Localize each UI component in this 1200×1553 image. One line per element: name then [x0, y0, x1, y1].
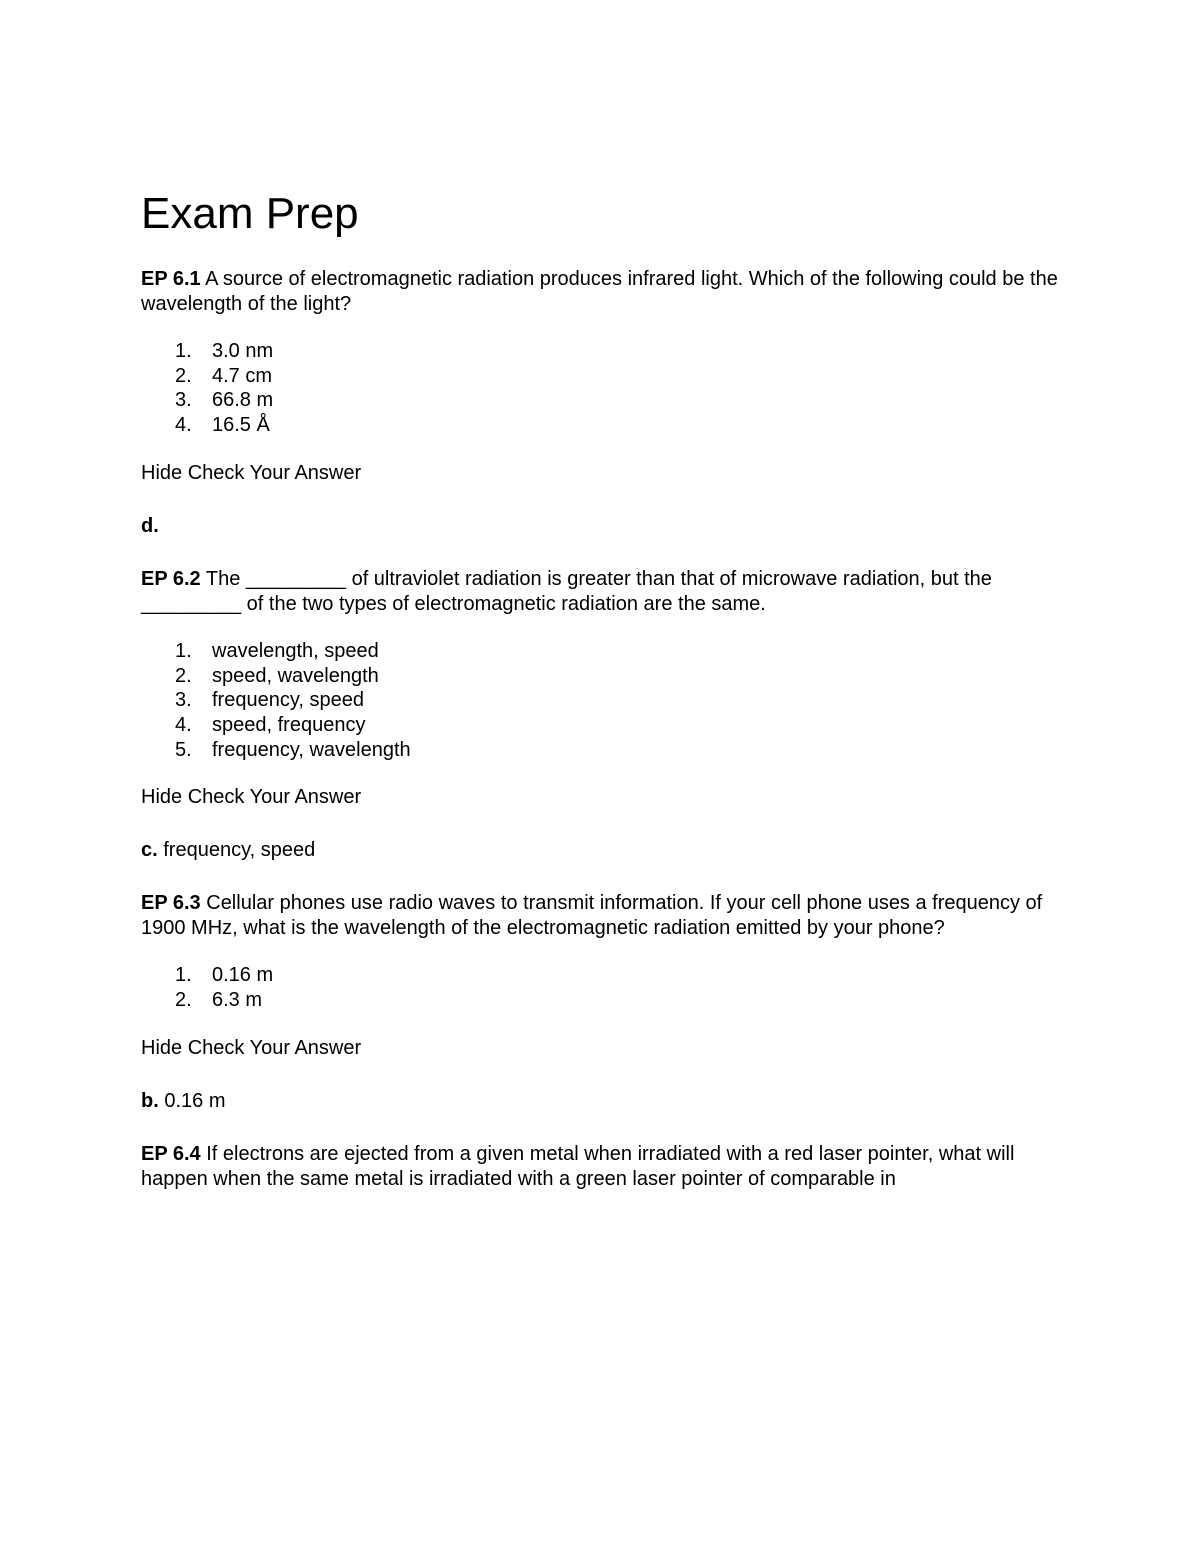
- option-number: 2.: [175, 664, 192, 687]
- list-item: [175, 713, 1071, 738]
- options-list: [141, 639, 1071, 763]
- list-item: [175, 738, 1071, 763]
- list-item: [175, 688, 1071, 713]
- answer: [141, 514, 1071, 539]
- question-body: If electrons are ejected from a given metal when irradiated with a red laser pointer, what will happen when the same metal is irradiated with a green laser pointer of comparable in: [141, 1142, 1015, 1190]
- question-label: EP 6.1: [141, 268, 201, 290]
- option-number: 4.: [175, 414, 192, 437]
- option-text: 6.3 m: [212, 989, 263, 1012]
- hide-answer-toggle[interactable]: Hide Check Your Answer: [141, 461, 362, 484]
- option-text: frequency, speed: [212, 689, 364, 712]
- list-item: [175, 988, 1071, 1013]
- question-body: A source of electromagnetic radiation produces infrared light. Which of the following could be the wavelength of the light?: [141, 268, 1058, 315]
- answer: [141, 1089, 1071, 1114]
- answer-letter: d.: [141, 514, 159, 537]
- list-item: [175, 364, 1071, 389]
- answer-text: 0.16 m: [158, 1089, 226, 1112]
- list-item: [175, 413, 1071, 438]
- option-text: 66.8 m: [212, 389, 274, 412]
- question-ep-6-4: [141, 1142, 1071, 1192]
- option-number: 2.: [175, 989, 192, 1012]
- option-number: 4.: [175, 713, 192, 736]
- option-text: speed, wavelength: [212, 664, 379, 687]
- question-label: EP 6.2: [141, 567, 201, 590]
- option-text: speed, frequency: [212, 713, 366, 736]
- option-number: 2.: [175, 364, 192, 387]
- question-label: EP 6.4: [141, 1142, 201, 1165]
- document-page: [141, 186, 1071, 1192]
- list-item: [175, 388, 1071, 413]
- question-ep-6-1: [141, 267, 1071, 539]
- hide-answer-toggle[interactable]: Hide Check Your Answer: [141, 786, 362, 809]
- question-text: [141, 567, 1071, 617]
- option-text: 3.0 nm: [212, 340, 274, 362]
- question-ep-6-3: [141, 891, 1071, 1113]
- option-text: wavelength, speed: [212, 639, 379, 662]
- option-number: 3.: [175, 389, 192, 412]
- question-ep-6-2: [141, 567, 1071, 864]
- answer: [141, 838, 1071, 863]
- options-list: [141, 963, 1071, 1012]
- option-text: 4.7 cm: [212, 364, 273, 387]
- option-number: 5.: [175, 738, 192, 761]
- list-item: [175, 963, 1071, 988]
- list-item: [175, 639, 1071, 664]
- question-label: EP 6.3: [141, 892, 201, 915]
- question-text: [141, 267, 1071, 317]
- hide-answer-toggle[interactable]: Hide Check Your Answer: [141, 1036, 362, 1059]
- question-body: The _________ of ultraviolet radiation is greater than that of microwave radiation, but the _________ of the two types of electromagnetic radiation are the same.: [141, 567, 992, 615]
- option-number: 1.: [175, 639, 192, 662]
- option-text: 16.5 Å: [212, 414, 270, 437]
- answer-letter: b.: [141, 1089, 159, 1112]
- options-list: [141, 339, 1071, 438]
- option-number: 1.: [175, 340, 192, 362]
- option-text: 0.16 m: [212, 964, 274, 987]
- question-text: [141, 891, 1071, 941]
- question-body: Cellular phones use radio waves to transmit information. If your cell phone uses a frequency of 1900 MHz, what is the wavelength of the electromagnetic radiation emitted by your phone?: [141, 892, 1043, 940]
- list-item: [175, 664, 1071, 689]
- question-text: [141, 1142, 1071, 1192]
- list-item: [175, 339, 1071, 364]
- answer-letter: c.: [141, 839, 158, 862]
- page-title: Exam Prep: [141, 189, 359, 238]
- answer-text: frequency, speed: [157, 839, 316, 862]
- option-number: 3.: [175, 689, 192, 712]
- option-number: 1.: [175, 964, 192, 987]
- option-text: frequency, wavelength: [212, 738, 411, 761]
